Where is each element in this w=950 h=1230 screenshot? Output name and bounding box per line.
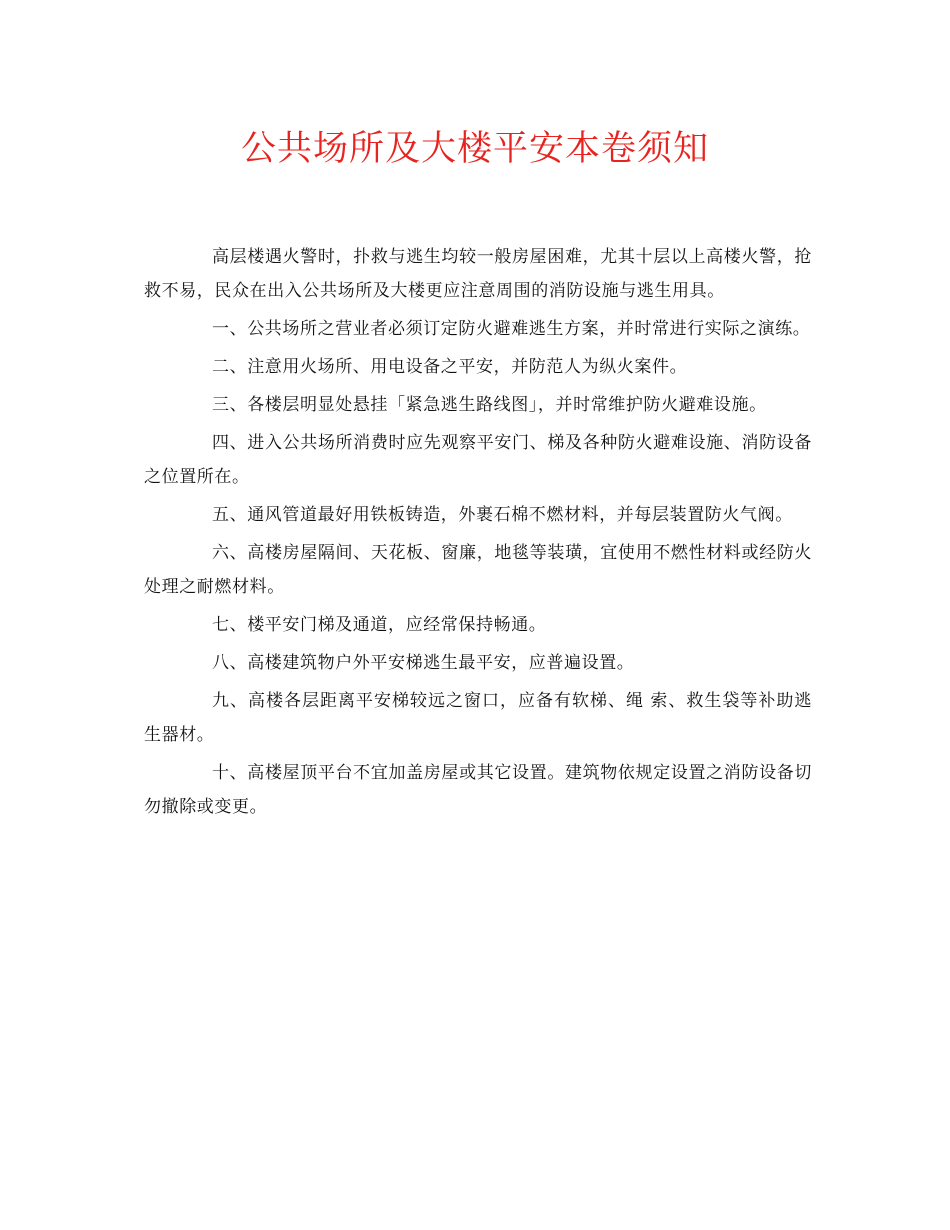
document-title: 公共场所及大楼平安本卷须知 — [240, 129, 709, 169]
paragraph-item-4: 四、进入公共场所消费时应先观察平安门、梯及各种防火避难设施、消防设备之位置所在。 — [144, 433, 812, 487]
paragraph-item-8: 八、高楼建筑物户外平安梯逃生最平安，应普遍设置。 — [212, 653, 635, 673]
paragraph-item-6: 六、高楼房屋隔间、天花板、窗廉，地毯等装璜，宜使用不燃性材料或经防火处理之耐燃材料。 — [144, 543, 812, 597]
paragraph-item-10: 十、高楼屋顶平台不宜加盖房屋或其它设置。建筑物依规定设置之消防设备切勿撤除或变更。 — [144, 763, 812, 817]
paragraph-item-1: 一、公共场所之营业者必须订定防火避难逃生方案，并时常进行实际之演练。 — [212, 319, 811, 339]
document-body — [144, 240, 812, 828]
paragraph-item-9: 九、高楼各层距离平安梯较远之窗口，应备有软梯、绳 索、救生袋等补助逃生器材。 — [144, 691, 812, 745]
paragraph-item-2: 二、注意用火场所、用电设备之平安，并防范人为纵火案件。 — [212, 357, 688, 377]
paragraph-item-3: 三、各楼层明显处悬挂「紧急逃生路线图」，并时常维护防火避难设施。 — [212, 395, 767, 415]
paragraph-item-7: 七、楼平安门梯及通道，应经常保持畅通。 — [212, 615, 547, 635]
paragraph-item-5: 五、通风管道最好用铁板铸造，外裹石棉不燃材料，并每层装置防火气阀。 — [212, 505, 793, 525]
paragraph-intro: 高层楼遇火警时，扑救与逃生均较一般房屋困难，尤其十层以上高楼火警，抢救不易，民众在出入公共场所及大楼更应注意周围的消防设施与逃生用具。 — [144, 247, 812, 301]
